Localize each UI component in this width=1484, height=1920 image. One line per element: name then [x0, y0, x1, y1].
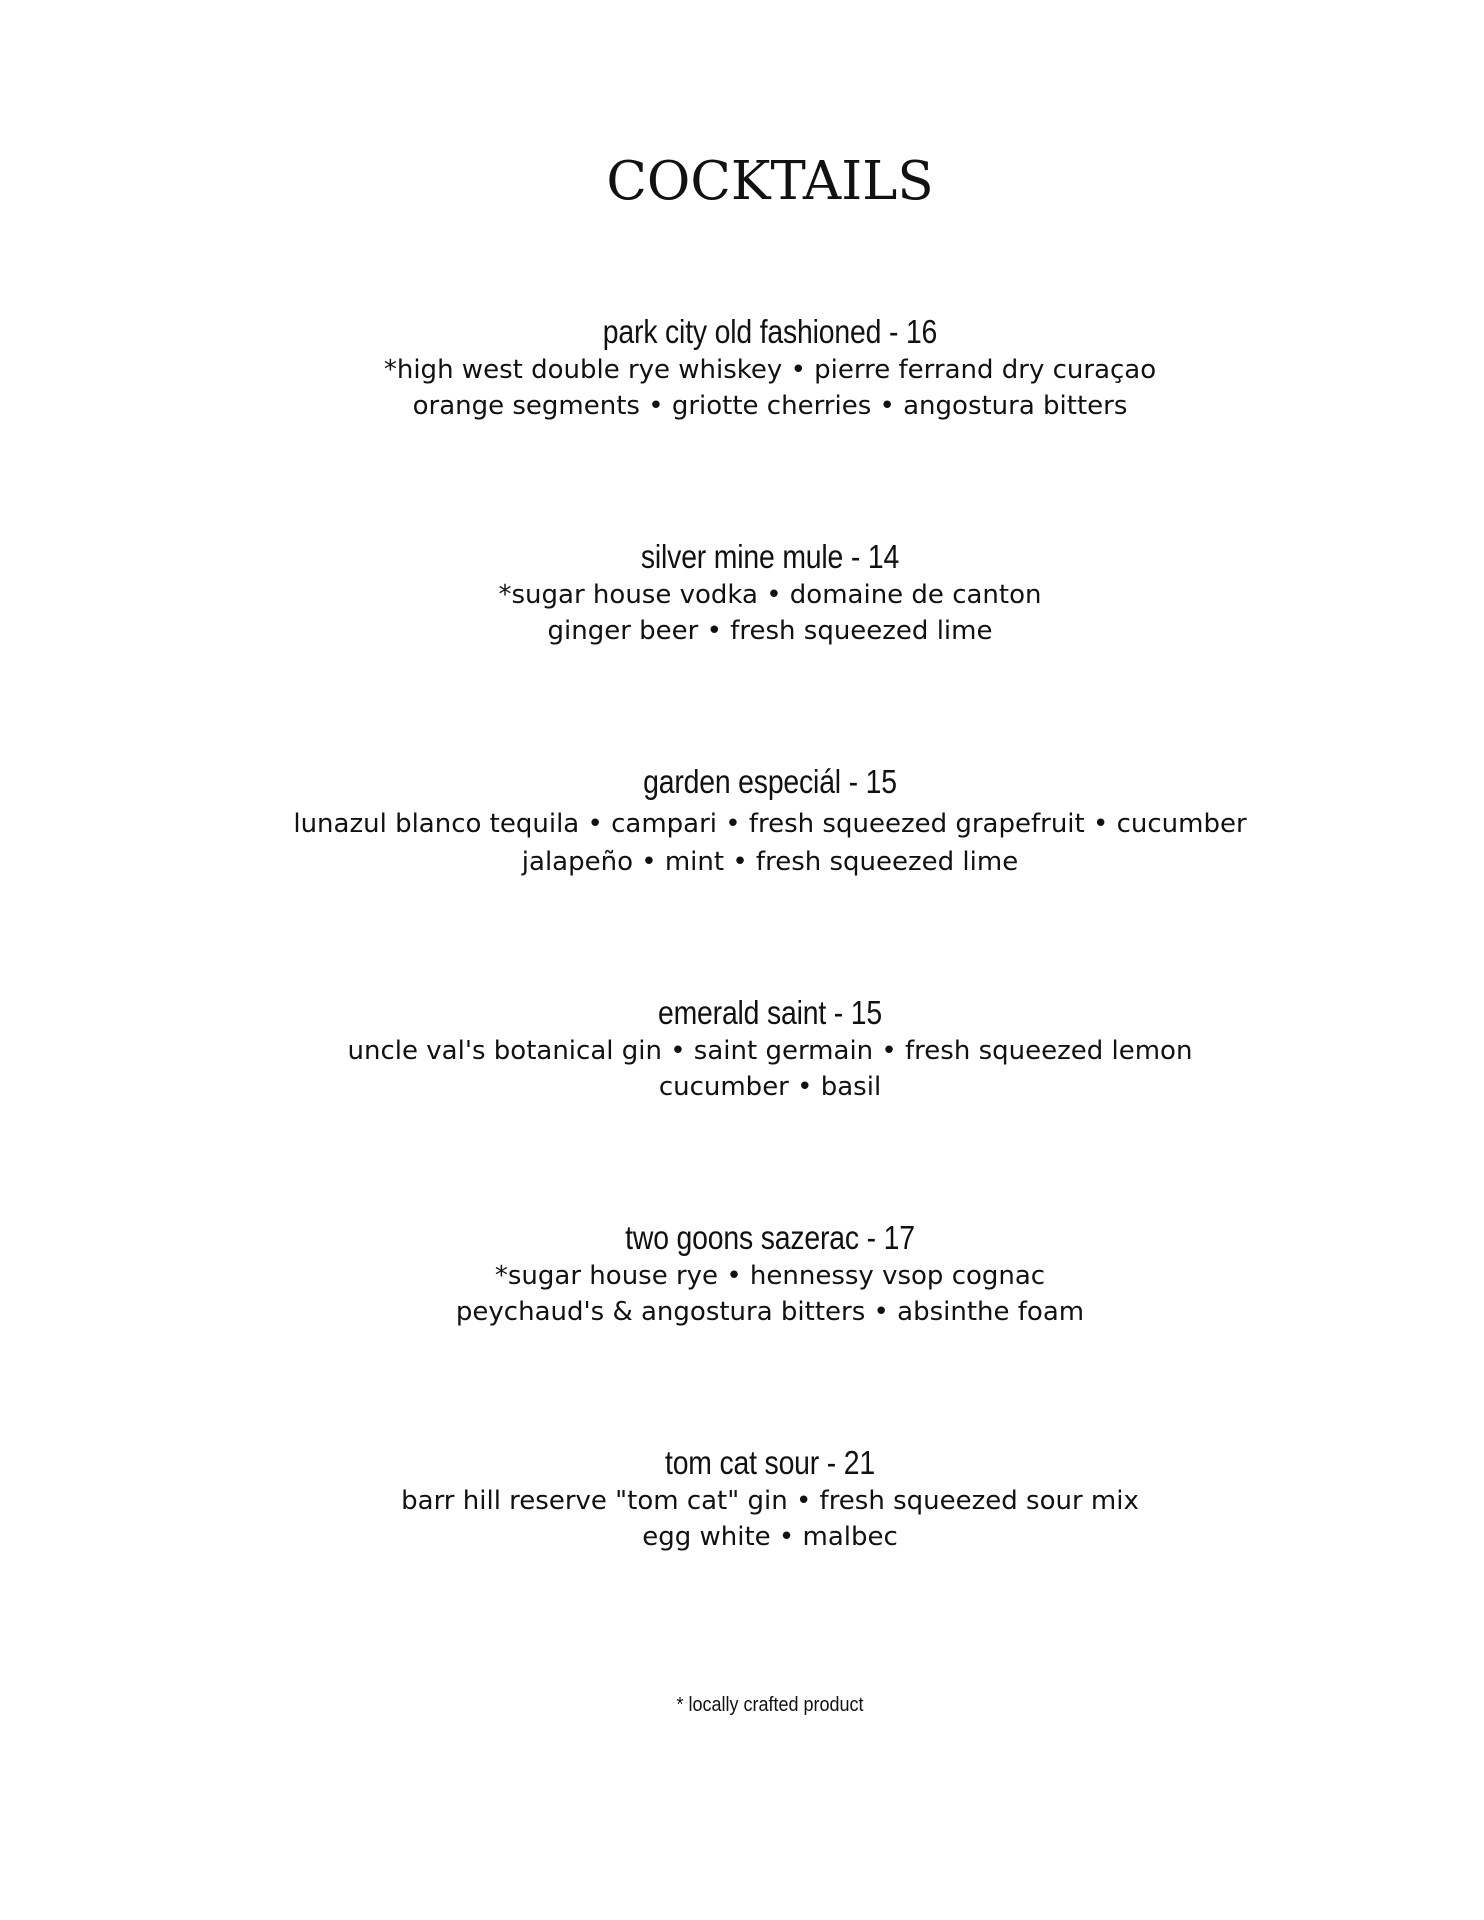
cocktail-ingredients-line-1: uncle val's botanical gin • saint germain • fresh squeezed lemon	[347, 1036, 1193, 1066]
cocktail-ingredients-line-1: *high west double rye whiskey • pierre ferrand dry curaçao	[383, 355, 1157, 385]
menu-item	[0, 1443, 1484, 1555]
cocktail-ingredients-line-1: barr hill reserve "tom cat" gin • fresh squeezed sour mix	[401, 1486, 1139, 1516]
cocktail-ingredients-line-2: cucumber • basil	[658, 1072, 882, 1102]
cocktail-name: two goons sazerac - 17	[625, 1219, 915, 1256]
cocktail-name: garden especiál - 15	[643, 763, 897, 800]
cocktail-name: park city old fashioned - 16	[602, 313, 938, 350]
cocktail-ingredients-line-2: peychaud's & angostura bitters • absinthe foam	[455, 1297, 1085, 1327]
cocktail-ingredients-line-2: ginger beer • fresh squeezed lime	[547, 616, 993, 646]
cocktail-name: tom cat sour - 21	[664, 1444, 876, 1481]
menu-item	[0, 762, 1484, 880]
menu-item	[0, 1218, 1484, 1330]
footnote: * locally crafted product	[676, 1694, 864, 1716]
menu-item	[0, 993, 1484, 1105]
cocktail-ingredients-line-2: orange segments • griotte cherries • angostura bitters	[412, 391, 1128, 421]
menu-item	[0, 312, 1484, 424]
cocktail-ingredients-line-2: jalapeño • mint • fresh squeezed lime	[521, 847, 1019, 877]
cocktail-name: silver mine mule - 14	[640, 538, 900, 575]
cocktail-ingredients-line-2: egg white • malbec	[642, 1522, 898, 1552]
cocktail-ingredients-line-1: lunazul blanco tequila • campari • fresh squeezed grapefruit • cucumber	[293, 809, 1247, 839]
cocktail-ingredients-line-1: *sugar house rye • hennessy vsop cognac	[494, 1261, 1046, 1291]
cocktail-ingredients-line-1: *sugar house vodka • domaine de canton	[498, 580, 1042, 610]
cocktail-name: emerald saint - 15	[657, 994, 883, 1031]
menu-item	[0, 537, 1484, 649]
menu-title: cocktails	[606, 128, 934, 217]
